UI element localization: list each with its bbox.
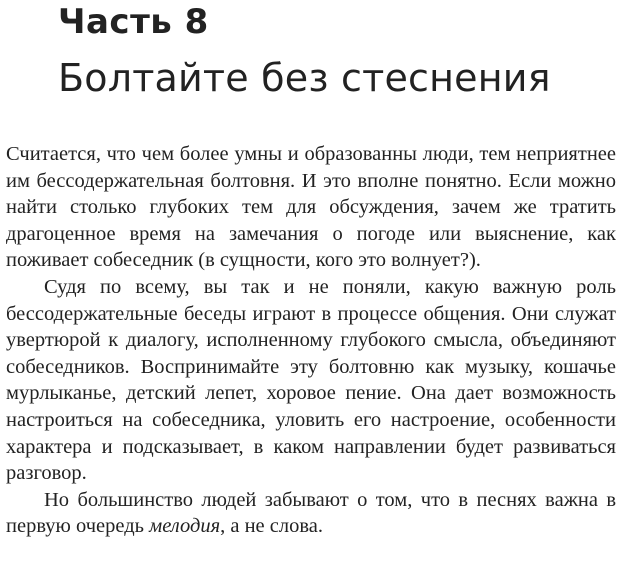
paragraph-3-text-after: , а не слова. [220, 515, 323, 538]
paragraph-1: Считается, что чем более умны и образованны люди, тем неприятнее им бессодержательная болтовня. И это вполне понятно. Если можно найти столько глубоких тем для обсуждения, зачем же тратить драгоценное время на замечания о погоде или выяснение, как поживает собеседник (в сущности, кого это волнует?). [6, 143, 616, 272]
paragraph-3-text-before: Но большинство людей забывают о том, что в песнях важна в первую очередь [6, 488, 616, 538]
paragraph-3 [6, 487, 616, 540]
chapter-title: Болтайте без стеснения [58, 56, 551, 100]
paragraph-2: Судя по всему, вы так и не поняли, какую важную роль бессодержательные беседы играют в процессе общения. Они служат увертюрой к диалогу, исполненному глубокого смысла, объединяют собеседников. Воспринимайте эту болтовню как музыку, кошачье мурлыканье, детский лепет, хоровое пение. Она дает возможность настроиться на собеседника, уловить его настроение, особенности характера и подсказывает, в каком направлении будет развиваться разговор. [6, 275, 616, 485]
paragraph-3-emphasis: мелодия [149, 515, 221, 538]
part-label: Часть 8 [58, 2, 209, 42]
body-text [6, 141, 616, 540]
